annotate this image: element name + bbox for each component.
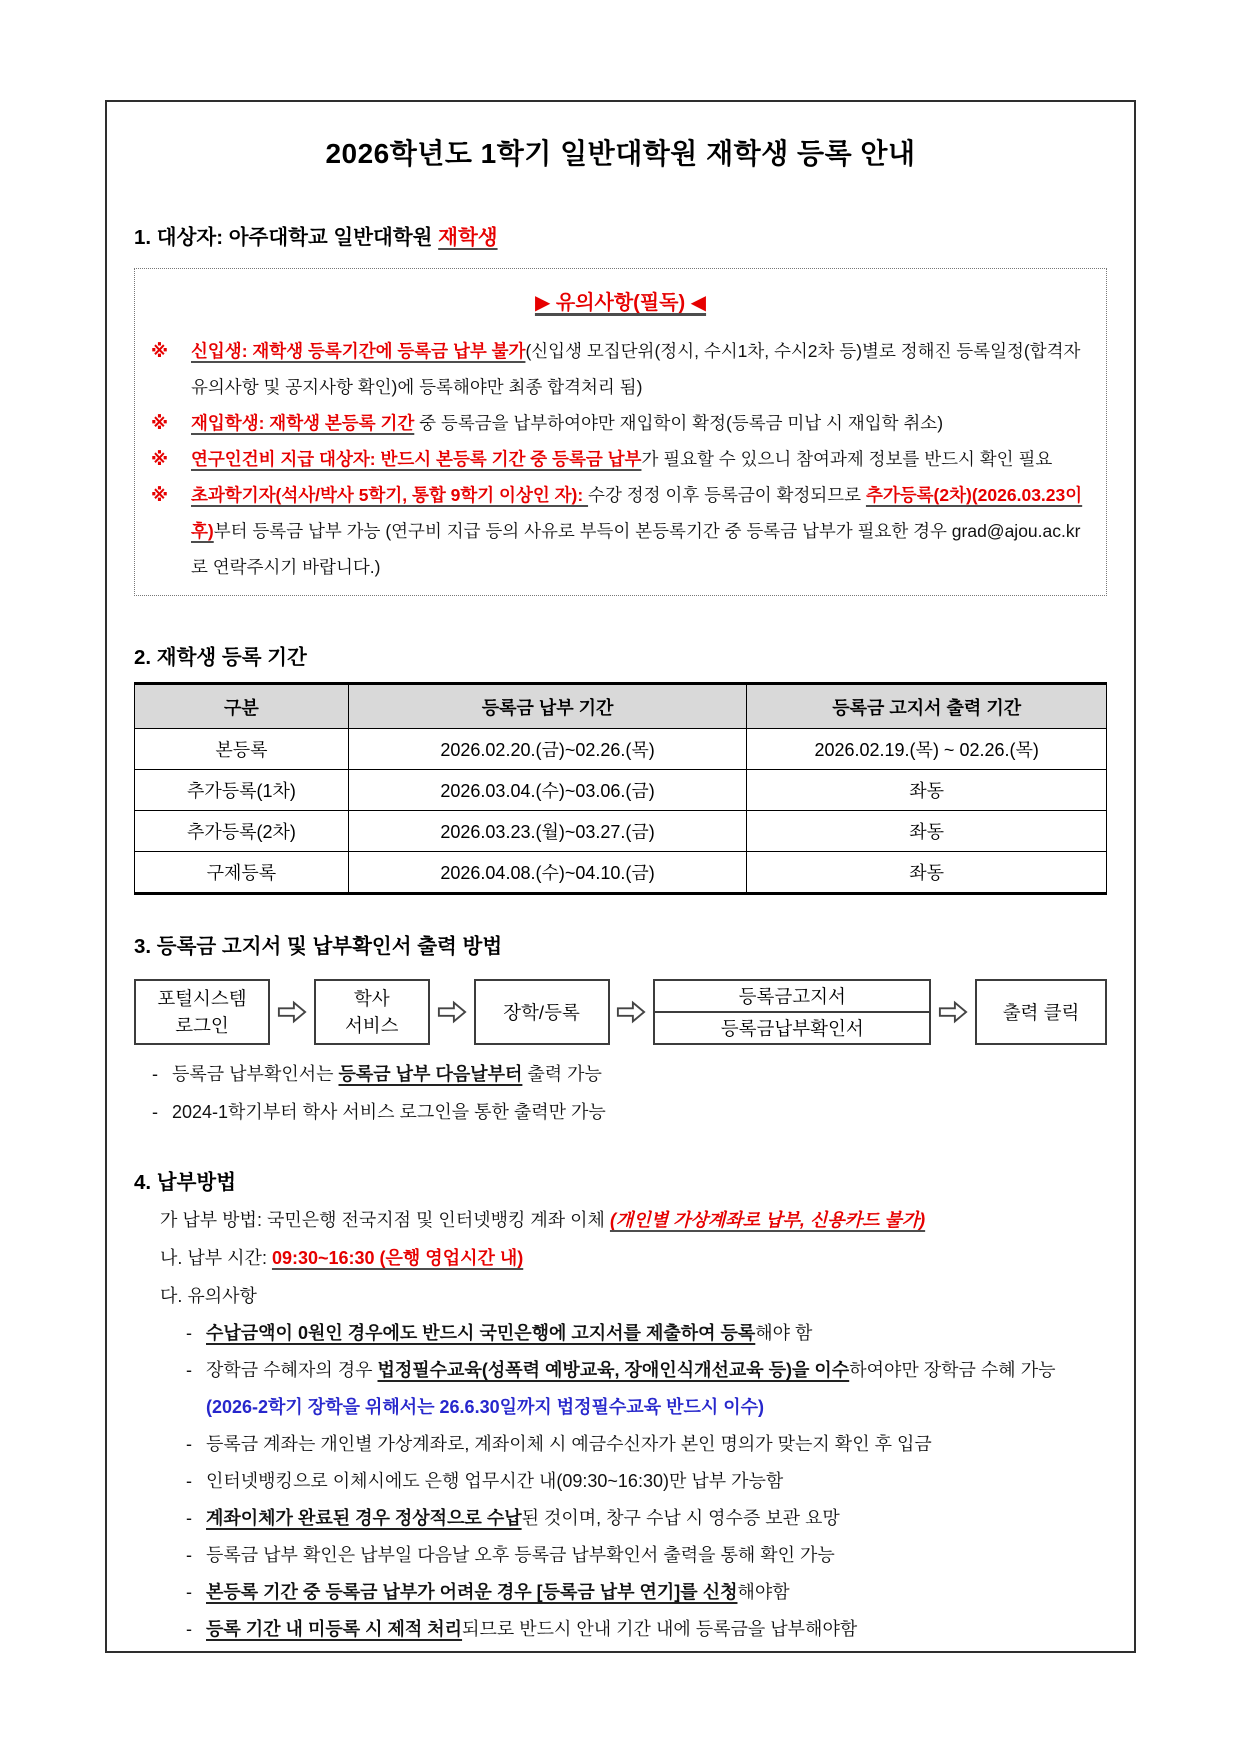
flow-step-print-click [975,979,1107,1045]
payment-line-c: 다. 유의사항 [160,1286,257,1306]
notice-item-text-2: 부터 등록금 납부 가능 (연구비 지급 등의 사유로 부득이 본등록기간 중 등록금 납부가 필요한 경우 grad@ajou.ac.kr로 연락주시기 바랍니다.) [191,521,1081,577]
payment-notice-item [186,1315,1107,1352]
table-row [135,852,1107,894]
flow-diagram [134,979,1107,1045]
bullet-dash: - [186,1619,192,1639]
notice-item-emphasis: 재입학생: 재학생 본등록 기간 [191,413,415,433]
notice-marker: ※ [151,413,169,433]
section-2-heading: 2. 재학생 등록 기간 [134,646,307,669]
item-text-mid: 하여야만 장학금 수혜 가능 [849,1360,1056,1380]
flow-step-academic-service [314,979,430,1045]
flow-step-line: 로그인 [175,1015,229,1036]
note-text: 등록금 납부확인서는 [172,1064,339,1084]
registration-period-table [134,682,1107,895]
bullet-dash: - [186,1471,192,1491]
item-emphasis: 법정필수교육(성폭력 예방교육, 장애인식개선교육 등)을 이수 [377,1360,850,1380]
payment-line-a-warning: (개인별 가상계좌로 납부, 신용카드 불가) [609,1210,926,1230]
payment-notice-item [186,1463,1107,1500]
payment-confirmation-cell: 등록금납부확인서 [655,1011,929,1043]
document-page [105,100,1136,1653]
table-row [135,770,1107,811]
notice-item-text: 수강 정정 이후 등록금이 확정되므로 [588,485,866,505]
payment-method-lines [160,1201,1107,1315]
section-3-heading: 3. 등록금 고지서 및 납부확인서 출력 방법 [134,935,503,958]
item-emphasis: 수납금액이 0원인 경우에도 반드시 국민은행에 고지서를 제출하여 등록 [206,1323,756,1343]
table-cell: 2026.02.19.(목) ~ 02.26.(목) [747,729,1107,770]
flow-step-scholarship-registration [474,979,610,1045]
notice-item-text: (신입생 모집단위(정시, 수시1차, 수시2차 등)별로 정해진 등록일정(합격자 유의사항 및 공지사항 확인)에 등록해야만 최종 합격처리 됨) [191,341,1081,397]
bullet-dash: - [186,1545,192,1565]
notice-item-emphasis: 초과학기자(석사/박사 5학기, 통합 9학기 이상인 자): [191,485,589,505]
notice-item [151,333,1090,405]
payment-notice-item [186,1500,1107,1537]
notice-marker: ※ [151,485,169,505]
table-cell: 구제등록 [135,852,349,894]
payment-line-b-hours: 09:30~16:30 (은행 영업시간 내) [271,1248,524,1268]
arrow-right-icon [938,999,968,1025]
item-emphasis: 본등록 기간 중 등록금 납부가 어려운 경우 [등록금 납부 연기]를 신청 [206,1582,738,1602]
payment-notice-list [186,1315,1107,1648]
payment-line-b-text: 나. 납부 시간: [160,1248,272,1268]
notice-item [151,477,1090,585]
payment-notice-item [186,1537,1107,1574]
note-text: 2024-1학기부터 학사 서비스 로그인을 통한 출력만 가능 [172,1102,606,1122]
payment-line-b [160,1239,1107,1277]
payment-notice-item [186,1611,1107,1648]
bullet-dash: - [152,1102,158,1122]
table-cell: 추가등록(1차) [135,770,349,811]
table-header-row [135,684,1107,729]
note-item [152,1055,1107,1093]
flow-step-line: 출력 클릭 [1002,1002,1080,1023]
flow-step-line: 포털시스템 [157,988,247,1009]
note-text-2: 출력 가능 [522,1064,602,1084]
print-notes [152,1055,1107,1131]
target-audience-highlight: 재학생 [438,226,498,249]
payment-line-a-text: 가 납부 방법: 국민은행 전국지점 및 인터넷뱅킹 계좌 이체 [160,1210,610,1230]
notice-item [151,405,1090,441]
bullet-dash: - [186,1508,192,1528]
table-header-cell: 등록금 고지서 출력 기간 [747,684,1107,729]
arrow-right-icon [277,999,307,1025]
payment-notice-item [186,1352,1107,1426]
notice-item-emphasis: 연구인건비 지급 대상자: 반드시 본등록 기간 중 등록금 납부 [191,449,642,469]
table-cell: 좌동 [747,770,1107,811]
bullet-dash: - [186,1582,192,1602]
item-text-mid: 되므로 반드시 안내 기간 내에 등록금을 납부해야함 [462,1619,858,1639]
flow-step-portal-login [134,979,270,1045]
item-emphasis: 등록 기간 내 미등록 시 제적 처리 [206,1619,463,1639]
flow-step-line: 학사 [353,988,390,1009]
item-text-pre: 등록금 납부 확인은 납부일 다음날 오후 등록금 납부확인서 출력을 통해 확인 가능 [206,1545,835,1565]
notice-item-emphasis-2: 추가등록(2차)(2026.03.23이후) [191,485,1083,541]
bullet-dash: - [186,1323,192,1343]
item-text-mid: 된 것이며, 창구 수납 시 영수증 보관 요망 [521,1508,840,1528]
table-cell: 2026.04.08.(수)~04.10.(금) [348,852,747,894]
bullet-dash: - [152,1064,158,1084]
page-title: 2026학년도 1학기 일반대학원 재학생 등록 안내 [325,138,916,169]
section-1-heading [134,220,1107,250]
table-cell: 좌동 [747,852,1107,894]
item-blue-note: (2026-2학기 장학을 위해서는 26.6.30일까지 법정필수교육 반드시 이수) [206,1397,765,1417]
note-emphasis: 등록금 납부 다음날부터 [338,1064,523,1084]
notice-item [151,441,1090,477]
table-row [135,811,1107,852]
notice-marker: ※ [151,449,169,469]
item-text-pre: 장학금 수혜자의 경우 [206,1360,378,1380]
payment-line-a [160,1201,1107,1239]
tuition-bill-cell: 등록금고지서 [738,986,846,1007]
notice-item-text: 중 등록금을 납부하여야만 재입학이 확정(등록금 미납 시 재입학 취소) [414,413,944,433]
bullet-dash: - [186,1434,192,1454]
flow-step-line: 장학/등록 [503,1002,580,1023]
notice-header-text: ▶ 유의사항(필독) ◀ [534,292,707,314]
section-4-heading: 4. 납부방법 [134,1171,237,1194]
table-cell: 본등록 [135,729,349,770]
item-text-pre: 인터넷뱅킹으로 이체시에도 은행 업무시간 내(09:30~16:30)만 납부 가능함 [206,1471,784,1491]
item-text-mid: 해야함 [737,1582,790,1602]
item-emphasis: 계좌이체가 완료된 경우 정상적으로 수납 [206,1508,522,1528]
table-header-cell: 등록금 납부 기간 [348,684,747,729]
notice-item-emphasis: 신입생: 재학생 등록기간에 등록금 납부 불가 [191,341,526,361]
bullet-dash: - [186,1360,192,1380]
table-cell: 추가등록(2차) [135,811,349,852]
table-cell: 2026.03.23.(월)~03.27.(금) [348,811,747,852]
table-header-cell: 구분 [135,684,349,729]
notice-header [151,285,1090,321]
item-text-pre: 등록금 계좌는 개인별 가상계좌로, 계좌이체 시 예금수신자가 본인 명의가 맞는지 확인 후 입금 [206,1434,932,1454]
payment-notice-item [186,1426,1107,1463]
arrow-right-icon [616,999,646,1025]
target-audience-text: 1. 대상자: 아주대학교 일반대학원 [134,226,439,249]
payment-notice-item [186,1574,1107,1611]
item-text-mid: 해야 함 [755,1323,813,1343]
flow-step-line: 서비스 [344,1015,399,1036]
notice-item-text: 가 필요할 수 있으니 참여과제 정보를 반드시 확인 필요 [641,449,1053,469]
arrow-right-icon [437,999,467,1025]
notice-box [134,268,1107,596]
notice-marker: ※ [151,341,169,361]
flow-step-documents [653,979,931,1045]
table-cell: 2026.03.04.(수)~03.06.(금) [348,770,747,811]
table-cell: 좌동 [747,811,1107,852]
table-row [135,729,1107,770]
table-cell: 2026.02.20.(금)~02.26.(목) [348,729,747,770]
note-item [152,1093,1107,1131]
